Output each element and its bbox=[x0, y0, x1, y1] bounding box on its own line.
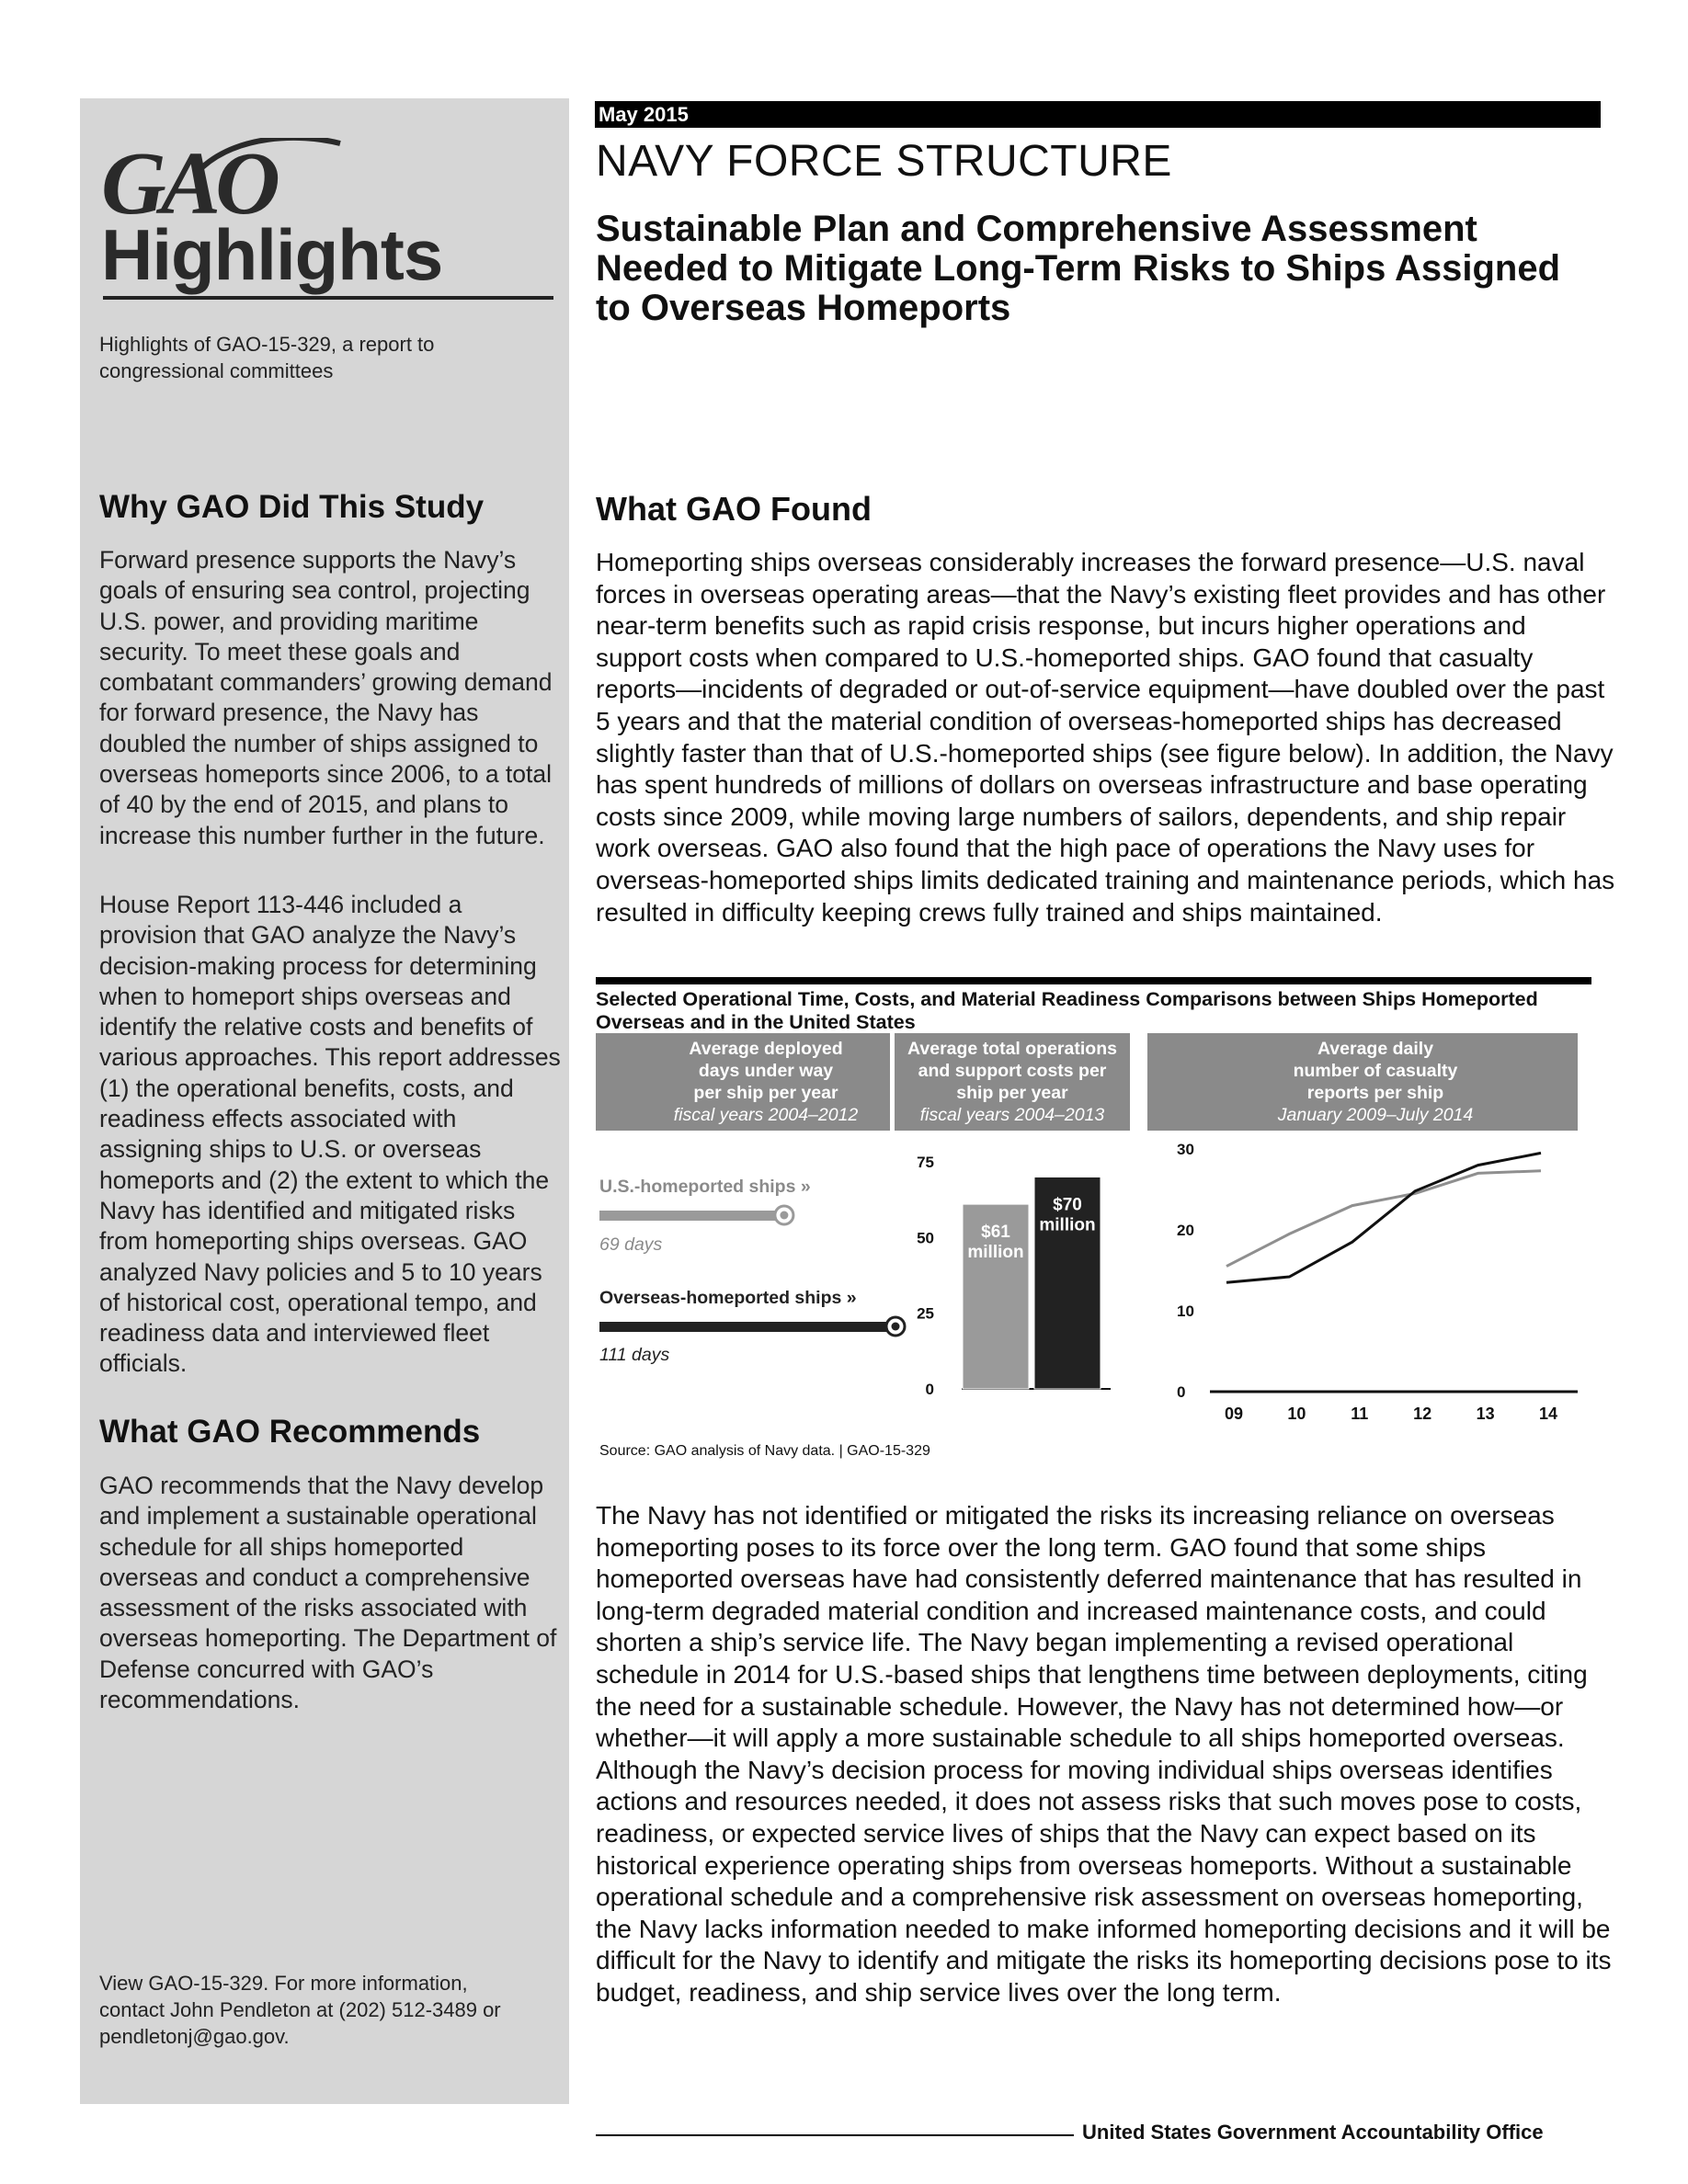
report-subtitle-main: Sustainable Plan and Comprehensive Assessment Needed to Mitigate Long-Term Risks to Ships Assigned to Overseas Homeports bbox=[596, 209, 1561, 328]
cost-ytick-25: 25 bbox=[917, 1304, 934, 1323]
bar-label-1: Overseas-homeported ships » bbox=[599, 1288, 857, 1308]
panel1-header-line2: days under way bbox=[698, 1061, 834, 1081]
why-paragraph-1: Forward presence supports the Navy’s goals of ensuring sea control, projecting U.S. power, and providing maritime security. To meet these goals and combatant commanders’ growing demand for forward presence, the Navy has doubled the number of ships assigned to overseas homeports since 2006, to a total of 40 by the end of 2015, and plans to increase this number further in the future. bbox=[99, 546, 553, 849]
panel3-header-line2: number of casualty bbox=[1293, 1061, 1458, 1081]
date-band bbox=[595, 101, 1601, 128]
gao-logo bbox=[99, 138, 348, 221]
days-bar-knob-dot-0 bbox=[780, 1211, 788, 1220]
recommends-heading: What GAO Recommends bbox=[99, 1414, 481, 1450]
cost-label-unit-0: million bbox=[967, 1243, 1024, 1263]
days-value-1: 111 days bbox=[599, 1345, 670, 1365]
casualty-xtick-11: 11 bbox=[1351, 1405, 1369, 1423]
panel3-header-period: January 2009–July 2014 bbox=[1277, 1105, 1474, 1125]
report-date: May 2015 bbox=[599, 103, 689, 126]
why-heading: Why GAO Did This Study bbox=[99, 489, 485, 525]
panel3-header-line1: Average daily bbox=[1317, 1039, 1434, 1059]
days-bar-knob-dot-1 bbox=[892, 1323, 900, 1331]
casualty-ytick-10: 10 bbox=[1177, 1302, 1194, 1320]
bar-label-0: U.S.-homeported ships » bbox=[599, 1177, 811, 1197]
cost-label-amount-0: $61 bbox=[981, 1223, 1010, 1243]
panel2-header-line2: and support costs per bbox=[918, 1061, 1107, 1081]
figure-source: Source: GAO analysis of Navy data. | GAO-15-329 bbox=[599, 1443, 930, 1459]
recommends-paragraph: GAO recommends that the Navy develop and implement a sustainable operational schedule for all ships homeported overseas and conduct a comprehensive assessment of the risks associated with overseas homeporting. The Department of Defense concurred with GAO’s recommendations. bbox=[99, 1472, 557, 1714]
footer-rule bbox=[596, 2134, 1074, 2136]
casualty-xtick-09: 09 bbox=[1224, 1405, 1244, 1423]
panel3-casualty-reports bbox=[1177, 1141, 1578, 1423]
report-title: NAVY FORCE STRUCTURE bbox=[596, 137, 1172, 186]
cost-ytick-50: 50 bbox=[917, 1229, 934, 1247]
cost-ytick-75: 75 bbox=[917, 1154, 934, 1171]
panel2-costs bbox=[917, 1154, 1111, 1398]
panel2-header-line3: ship per year bbox=[956, 1083, 1068, 1103]
report-subtitle: Highlights of GAO-15-329, a report to congressional committees bbox=[99, 333, 435, 382]
panel1-header-line3: per ship per year bbox=[693, 1083, 838, 1103]
cost-ytick-0: 0 bbox=[925, 1381, 934, 1398]
panel1-deployed-days bbox=[599, 1177, 905, 1365]
casualty-xtick-12: 12 bbox=[1413, 1405, 1432, 1423]
found-paragraph-2: The Navy has not identified or mitigated the risks its increasing reliance on overseas homeporting poses to its force over the long term. GAO found that some ships homeported overseas have had consistently deferred maintenance that has resulted in long-term degraded material condition and increased maintenance costs, and could shorten a ship’s service life. The Navy began implementing a revised operational schedule in 2014 for U.S.-based ships that lengthens time between deployments, citing the need for a sustainable schedule. However, the Navy has not determined how—or whether—it will apply a more sustainable schedule to all ships homeported overseas. Although the Navy’s decision process for moving individual ships overseas identifies actions and resources needed, it does not assess risks that such moves pose to costs, readiness, or expected service lives of ships that the Navy can expect based on its historical experience operating ships from overseas homeports. Without a sustainable operational schedule and a comprehensive risk assessment on overseas homeporting, the Navy lacks information needed to make informed homeporting decisions and it will be difficult for the Navy to identify and mitigate the risks its homeporting decisions pose to its budget, readiness, and ship service lives over the long term. bbox=[596, 1501, 1612, 2007]
contact-info: View GAO-15-329. For more information, contact John Pendleton at (202) 512-3489 or pendletonj@gao.gov. bbox=[99, 1972, 501, 2048]
casualty-ytick-0: 0 bbox=[1177, 1383, 1186, 1401]
footer-org: United States Government Accountability Office bbox=[1082, 2121, 1544, 2144]
figure-rule bbox=[596, 977, 1591, 984]
found-paragraph-1: Homeporting ships overseas considerably increases the forward presence—U.S. naval forces in overseas operating areas—that the Navy’s existing fleet provides and has other near-term benefits such as rapid crisis response, but incurs higher operations and support costs when compared to U.S.-homeported ships. GAO found that casualty reports—incidents of degraded or out-of-service equipment—have doubled over the past 5 years and that the material condition of overseas-homeported ships has decreased slightly faster than that of U.S.-homeported ships (see figure below). In addition, the Navy has spent hundreds of millions of dollars on overseas infrastructure and base operating costs since 2009, while moving large numbers of sailors, dependents, and ship repair work overseas. GAO also found that the high pace of operations the Navy uses for overseas-homeported ships limits dedicated training and maintenance periods, which has resulted in difficulty keeping crews fully trained and ships maintained. bbox=[596, 548, 1615, 927]
panel1-header-period: fiscal years 2004–2012 bbox=[673, 1105, 859, 1125]
figure-title: Selected Operational Time, Costs, and Material Readiness Comparisons between Ships Homeported Overseas and in the United States bbox=[596, 988, 1538, 1033]
casualty-ytick-30: 30 bbox=[1177, 1141, 1194, 1158]
highlights-heading: Highlights bbox=[101, 214, 443, 295]
casualty-xtick-13: 13 bbox=[1476, 1405, 1495, 1423]
highlights-underline bbox=[103, 296, 553, 300]
found-heading: What GAO Found bbox=[596, 490, 872, 528]
casualty-xtick-10: 10 bbox=[1287, 1405, 1306, 1423]
panel2-header-period: fiscal years 2004–2013 bbox=[919, 1105, 1105, 1125]
days-bar-1 bbox=[599, 1322, 894, 1332]
panel1-header-line1: Average deployed bbox=[689, 1039, 843, 1059]
cost-label-amount-1: $70 bbox=[1053, 1195, 1082, 1215]
why-paragraph-2: House Report 113-446 included a provision that GAO analyze the Navy’s decision-making process for determining when to homeport ships overseas and identify the relative costs and benefits of various approaches. This report addresses (1) the operational benefits, costs, and readiness effects associated with assigning ships to U.S. or overseas homeports and (2) the extent to which the Navy has identified and mitigated risks from homeporting ships overseas. GAO analyzed Navy policies and 5 to 10 years of historical cost, operational tempo, and readiness data and interviewed fleet officials. bbox=[99, 891, 561, 1378]
days-value-0: 69 days bbox=[599, 1234, 663, 1255]
casualty-ytick-20: 20 bbox=[1177, 1222, 1194, 1239]
svg-text:GAO: GAO bbox=[101, 138, 275, 221]
panel3-header-line3: reports per ship bbox=[1306, 1083, 1444, 1103]
casualty-xtick-14: 14 bbox=[1538, 1405, 1558, 1423]
cost-label-unit-1: million bbox=[1039, 1215, 1096, 1235]
panel2-header-line1: Average total operations bbox=[907, 1039, 1117, 1059]
casualty-series-line-0 bbox=[1226, 1171, 1541, 1267]
figure-charts bbox=[596, 1033, 1598, 1438]
days-bar-0 bbox=[599, 1211, 782, 1221]
